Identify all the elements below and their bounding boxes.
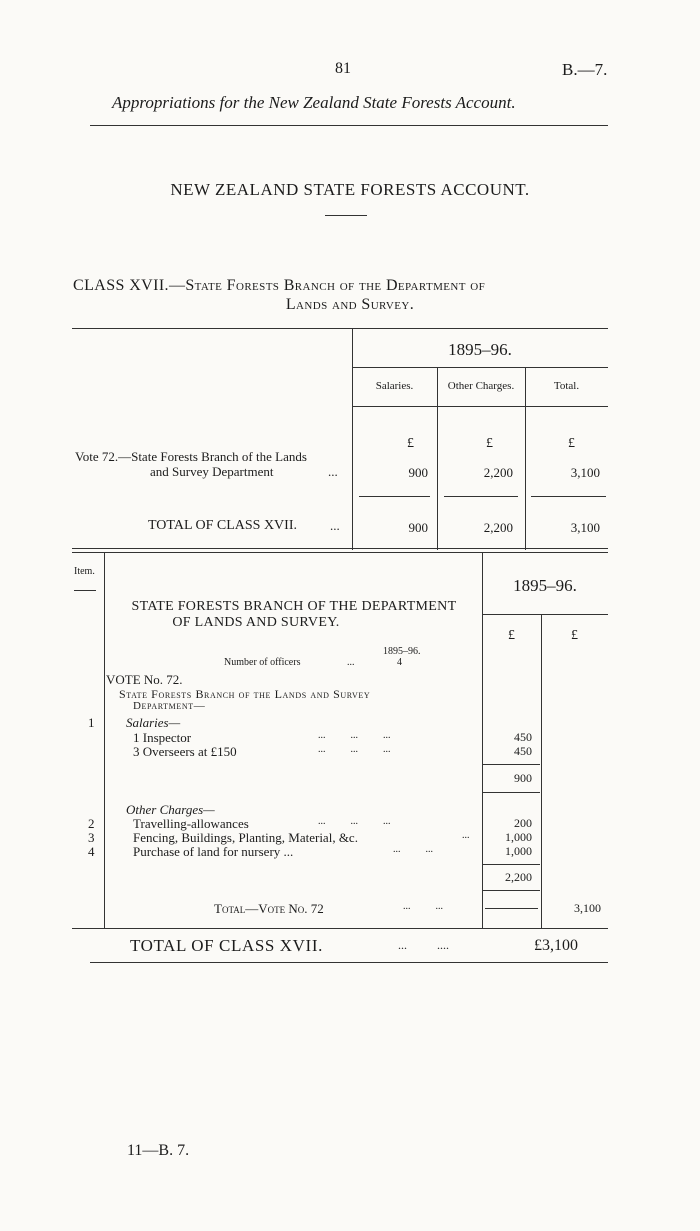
salaries-subtotal: 900 (514, 771, 532, 785)
item-column-header: Item. (74, 566, 95, 577)
item-header-rule (74, 590, 96, 591)
detail-top-rule (72, 552, 608, 553)
document-reference: B.—7. (562, 60, 608, 79)
page-number: 81 (335, 60, 351, 77)
detail-total-top-rule (72, 928, 608, 929)
salary-line-dots: ... ... ... (318, 730, 391, 741)
other-line-amount: 200 (514, 816, 532, 830)
vote-total-dots: ... ... (403, 901, 443, 912)
vote-title-line1: State Forests Branch of the Lands and Survey (119, 687, 371, 701)
footer-signature: 11—B. 7. (127, 1142, 190, 1159)
salary-line-dots: ... ... ... (318, 744, 391, 755)
other-line-dots: ... ... (393, 844, 433, 855)
detail-year-rule (482, 614, 608, 615)
total-sum-rule (531, 496, 606, 497)
branch-title-line1: STATE FORESTS BRANCH OF THE DEPARTMENT (131, 599, 457, 614)
salaries-subtotal-bottom-rule (483, 792, 540, 793)
vote-total-label: Total—Vote No. 72 (214, 901, 324, 916)
salaries-item-number: 1 (88, 715, 95, 730)
vote-72-dots: ... (328, 464, 338, 479)
vote-72-salaries: 900 (408, 465, 428, 480)
summary-header-rule (352, 406, 608, 407)
salary-line-label: 3 Overseers at £150 (133, 744, 237, 759)
running-title: Appropriations for the New Zealand State Forests Account. (112, 93, 516, 112)
other-line-label: Travelling-allowances (133, 816, 249, 831)
summary-year-rule (352, 367, 608, 368)
vote-72-label-line1: Vote 72.—State Forests Branch of the Lands (75, 449, 307, 464)
other-charges-subtotal: 2,200 (505, 870, 532, 884)
salaries-currency: £ (407, 436, 414, 451)
branch-title-line2: OF LANDS AND SURVEY. (172, 615, 340, 630)
other-line-item-number: 2 (88, 816, 95, 831)
officers-label: Number of officers (224, 657, 301, 668)
class-title-line1 (73, 277, 613, 295)
other-line-item-number: 3 (88, 830, 95, 845)
main-heading: NEW ZEALAND STATE FORESTS ACCOUNT. (170, 180, 530, 199)
class-total-dots: ... .... (398, 938, 449, 952)
col-other-charges-header: Other Charges. (447, 380, 515, 392)
vote-72-total: 3,100 (570, 465, 600, 480)
summary-total-total: 3,100 (570, 520, 600, 535)
class-total-amount: £3,100 (534, 937, 578, 954)
other-line-item-number: 4 (88, 844, 95, 859)
other-line-amount: 1,000 (505, 844, 532, 858)
other-line-label: Fencing, Buildings, Planting, Material, &c. (133, 830, 358, 845)
salaries-sum-rule (359, 496, 430, 497)
other-line-dots: ... ... ... (318, 816, 391, 827)
salary-line-amount: 450 (514, 744, 532, 758)
other-charges-sum-rule (444, 496, 518, 497)
officers-count: 4 (397, 657, 402, 668)
class-title-rest: State Forests Branch of the Department of (185, 277, 486, 294)
summary-total-dots: ... (330, 518, 340, 533)
other-subtotal-bottom-rule (483, 890, 540, 891)
officers-dots: ... (347, 657, 355, 668)
other-line-dots: ... (462, 830, 470, 841)
detail-bottom-rule (90, 962, 608, 963)
summary-total-other-charges: 2,200 (483, 520, 513, 535)
officers-year: 1895–96. (383, 646, 421, 657)
class-title-line2: Lands and Survey. (285, 296, 415, 313)
salary-line-label: 1 Inspector (133, 730, 192, 745)
salaries-label: Salaries— (126, 715, 181, 730)
header-rule (90, 125, 608, 126)
vote-number: VOTE No. 72. (106, 672, 183, 687)
vote-title-line2: Department— (133, 700, 206, 712)
summary-top-rule (72, 328, 608, 329)
total-currency: £ (568, 436, 575, 451)
summary-year: 1895–96. (448, 340, 512, 359)
detail-currency-1: £ (508, 628, 515, 643)
summary-total-salaries: 900 (408, 520, 428, 535)
salary-line-amount: 450 (514, 730, 532, 744)
col-salaries-header: Salaries. (375, 380, 414, 392)
other-line-amount: 1,000 (505, 830, 532, 844)
amount-subcolumn-divider (541, 615, 542, 928)
summary-bottom-rule (72, 548, 608, 549)
vote-72-label-line2: and Survey Department (150, 464, 274, 479)
heading-rule (325, 215, 367, 216)
vote-72-other-charges: 2,200 (483, 465, 513, 480)
vote-total-inner-rule (485, 908, 538, 909)
detail-year: 1895–96. (513, 576, 577, 595)
class-total-label: TOTAL OF CLASS XVII. (130, 936, 323, 955)
other-charges-currency: £ (486, 436, 493, 451)
other-line-label: Purchase of land for nursery ... (133, 844, 294, 859)
other-charges-label: Other Charges— (126, 802, 215, 817)
detail-currency-2: £ (571, 628, 578, 643)
item-column-divider (104, 552, 105, 928)
col-total-header: Total. (553, 380, 580, 392)
vote-total-amount: 3,100 (574, 901, 601, 915)
salaries-subtotal-rule (483, 764, 540, 765)
other-subtotal-rule (483, 864, 540, 865)
class-title-prefix: CLASS XVII.— (73, 277, 186, 294)
summary-total-label: TOTAL OF CLASS XVII. (148, 518, 297, 533)
